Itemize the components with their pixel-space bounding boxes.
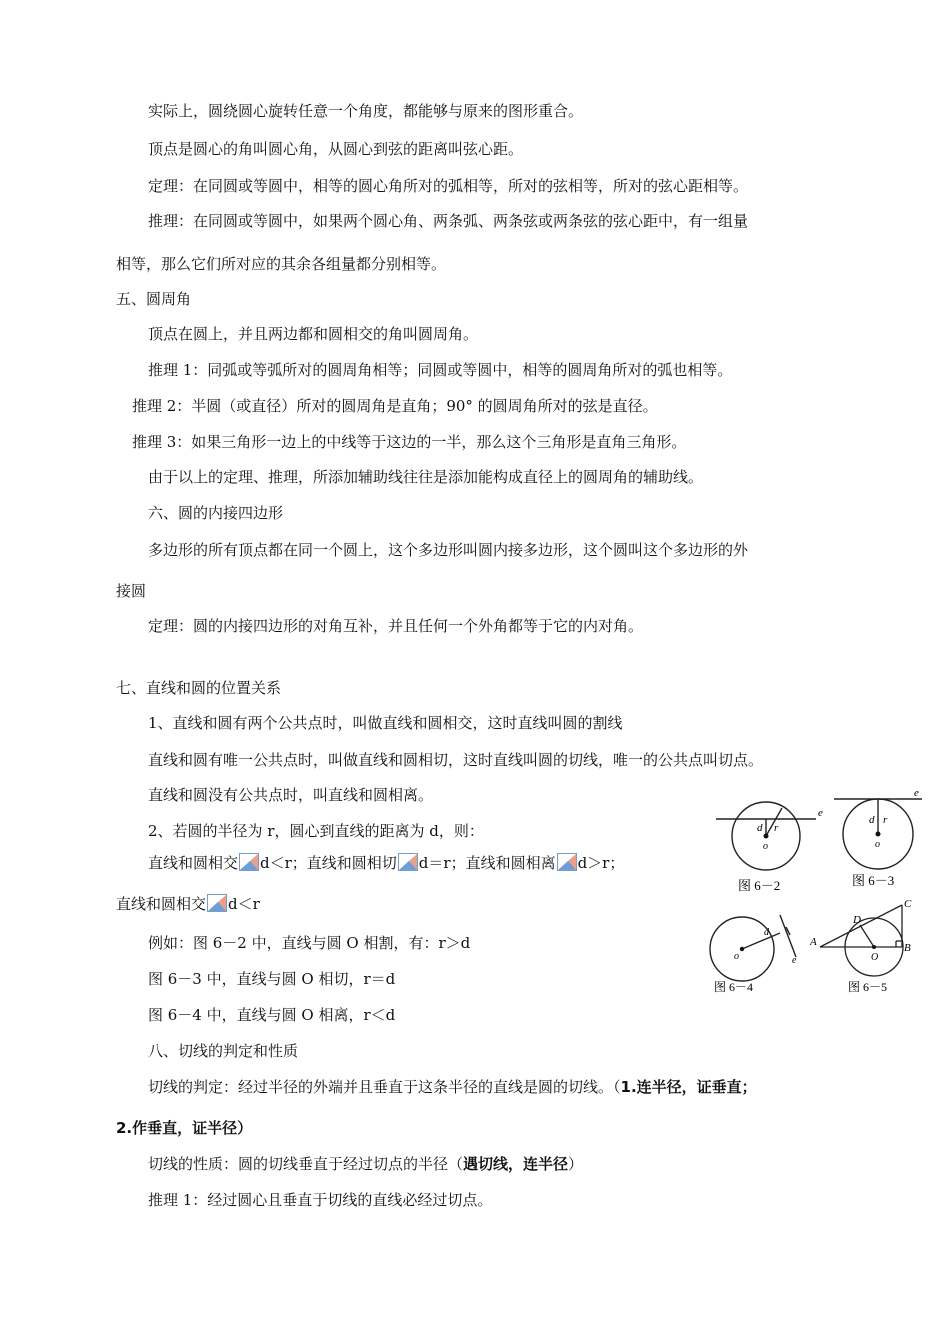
label-o: o xyxy=(875,839,880,850)
text-line-7: 顶点在圆上，并且两边都和圆相交的角叫圆周角。 xyxy=(148,325,479,343)
center-point xyxy=(876,832,881,837)
label-A: A xyxy=(810,936,817,948)
label-o: o xyxy=(763,841,768,852)
tangent-property-method: 遇切线，连半径 xyxy=(463,1155,569,1173)
label-r: r xyxy=(883,814,888,826)
text-line-9: 推理 2：半圆（或直径）所对的圆周角是直角；90° 的圆周角所对的弦是直径。 xyxy=(132,397,658,415)
relation-intersect-value-2: d＜r xyxy=(228,895,260,913)
center-point xyxy=(872,945,876,949)
text-line-27 xyxy=(148,1077,757,1097)
tangent-criterion-method-1: 1.连半径，证垂直； xyxy=(620,1078,757,1096)
text-line-10: 推理 3：如果三角形一边上的中线等于这边的一半，那么这个三角形是直角三角形。 xyxy=(132,433,687,451)
tangent-property-text: 切线的性质：圆的切线垂直于经过切点的半径（ xyxy=(148,1155,464,1173)
section-heading-8: 八、切线的判定和性质 xyxy=(148,1042,299,1060)
center-point xyxy=(740,947,744,951)
broken-image-icon xyxy=(557,853,577,871)
text-line-13: 多边形的所有顶点都在同一个圆上，这个多边形叫圆内接多边形，这个圆叫这个多边形的外 xyxy=(148,541,749,559)
section-heading-7: 七、直线和圆的位置关系 xyxy=(116,679,282,697)
tangent-criterion-text: 切线的判定：经过半径的外端并且垂直于这条半径的直线是圆的切线。（ xyxy=(148,1078,621,1096)
text-line-8: 推理 1：同弧或等弧所对的圆周角相等；同圆或等圆中，相等的圆周角所对的弧也相等。 xyxy=(148,361,733,379)
label-d: d xyxy=(869,814,875,826)
broken-image-icon xyxy=(207,894,227,912)
text-line-22 xyxy=(116,894,260,914)
section-heading-5: 五、圆周角 xyxy=(116,290,192,308)
broken-image-icon xyxy=(398,853,418,871)
text-line-20: 2、若圆的半径为 r，圆心到直线的距离为 d，则： xyxy=(148,822,484,840)
text-line-25: 图 6－4 中，直线与圆 O 相离，r＜d xyxy=(148,1006,396,1024)
label-d: d xyxy=(757,822,763,834)
text-line-11: 由于以上的定理、推理，所添加辅助线往往是添加能构成直径上的圆周角的辅助线。 xyxy=(148,468,704,486)
relation-separate-value: d＞r； xyxy=(577,854,625,872)
text-line-23: 例如：图 6－2 中，直线与圆 O 相割，有：r＞d xyxy=(148,934,471,952)
tangent-property-close: ） xyxy=(568,1155,584,1173)
figure-6-2 xyxy=(712,795,830,895)
text-line-14: 接圆 xyxy=(116,582,147,600)
label-r: r xyxy=(774,822,779,834)
figure-caption: 图 6－3 xyxy=(852,873,895,888)
text-line-29 xyxy=(148,1154,583,1174)
label-O: O xyxy=(871,952,879,963)
text-line-24: 图 6－3 中，直线与圆 O 相切，r＝d xyxy=(148,970,396,988)
relation-intersect-label: 直线和圆相交 xyxy=(148,854,239,872)
figure-6-4 xyxy=(704,913,822,995)
text-line-19: 直线和圆没有公共点时，叫直线和圆相离。 xyxy=(148,786,434,804)
text-line-15: 定理：圆的内接四边形的对角互补，并且任何一个外角都等于它的内对角。 xyxy=(148,617,644,635)
label-e: e xyxy=(914,787,919,799)
relation-tangent-label: d＜r；直线和圆相切 xyxy=(260,854,397,872)
label-e: e xyxy=(818,807,823,819)
text-line-21 xyxy=(148,853,624,873)
text-line-5: 相等，那么它们所对应的其余各组量都分别相等。 xyxy=(116,255,447,273)
figure-6-5 xyxy=(806,895,928,995)
figure-caption: 图 6－5 xyxy=(848,980,888,994)
broken-image-icon xyxy=(239,853,259,871)
figure-caption: 图 6－4 xyxy=(714,980,754,994)
label-e: e xyxy=(792,955,797,966)
label-B: B xyxy=(904,942,911,954)
label-D: D xyxy=(853,914,861,926)
label-d: d xyxy=(764,927,769,938)
text-line-3: 定理：在同圆或等圆中，相等的圆心角所对的弧相等，所对的弦相等，所对的弦心距相等。 xyxy=(148,177,749,195)
text-line-18: 直线和圆有唯一公共点时，叫做直线和圆相切，这时直线叫圆的切线，唯一的公共点叫切点。 xyxy=(148,751,764,769)
figure-6-3 xyxy=(830,787,930,890)
text-line-2: 顶点是圆心的角叫圆心角，从圆心到弦的距离叫弦心距。 xyxy=(148,140,524,158)
label-o: o xyxy=(734,951,739,962)
text-line-30: 推理 1：经过圆心且垂直于切线的直线必经过切点。 xyxy=(148,1191,493,1209)
text-line-17: 1、直线和圆有两个公共点时，叫做直线和圆相交，这时直线叫圆的割线 xyxy=(148,714,623,732)
figure-caption: 图 6－2 xyxy=(738,878,781,893)
relation-intersect-label-2: 直线和圆相交 xyxy=(116,895,207,913)
section-heading-6: 六、圆的内接四边形 xyxy=(148,504,284,522)
text-line-1: 实际上，圆绕圆心旋转任意一个角度，都能够与原来的图形重合。 xyxy=(148,102,584,120)
center-point xyxy=(764,834,769,839)
tangent-criterion-method-2: 2.作垂直，证半径） xyxy=(116,1119,253,1137)
text-line-4: 推理：在同圆或等圆中，如果两个圆心角、两条弧、两条弦或两条弦的弦心距中，有一组量 xyxy=(148,212,749,230)
relation-separate-label: d＝r；直线和圆相离 xyxy=(418,854,556,872)
label-C: C xyxy=(904,898,912,910)
